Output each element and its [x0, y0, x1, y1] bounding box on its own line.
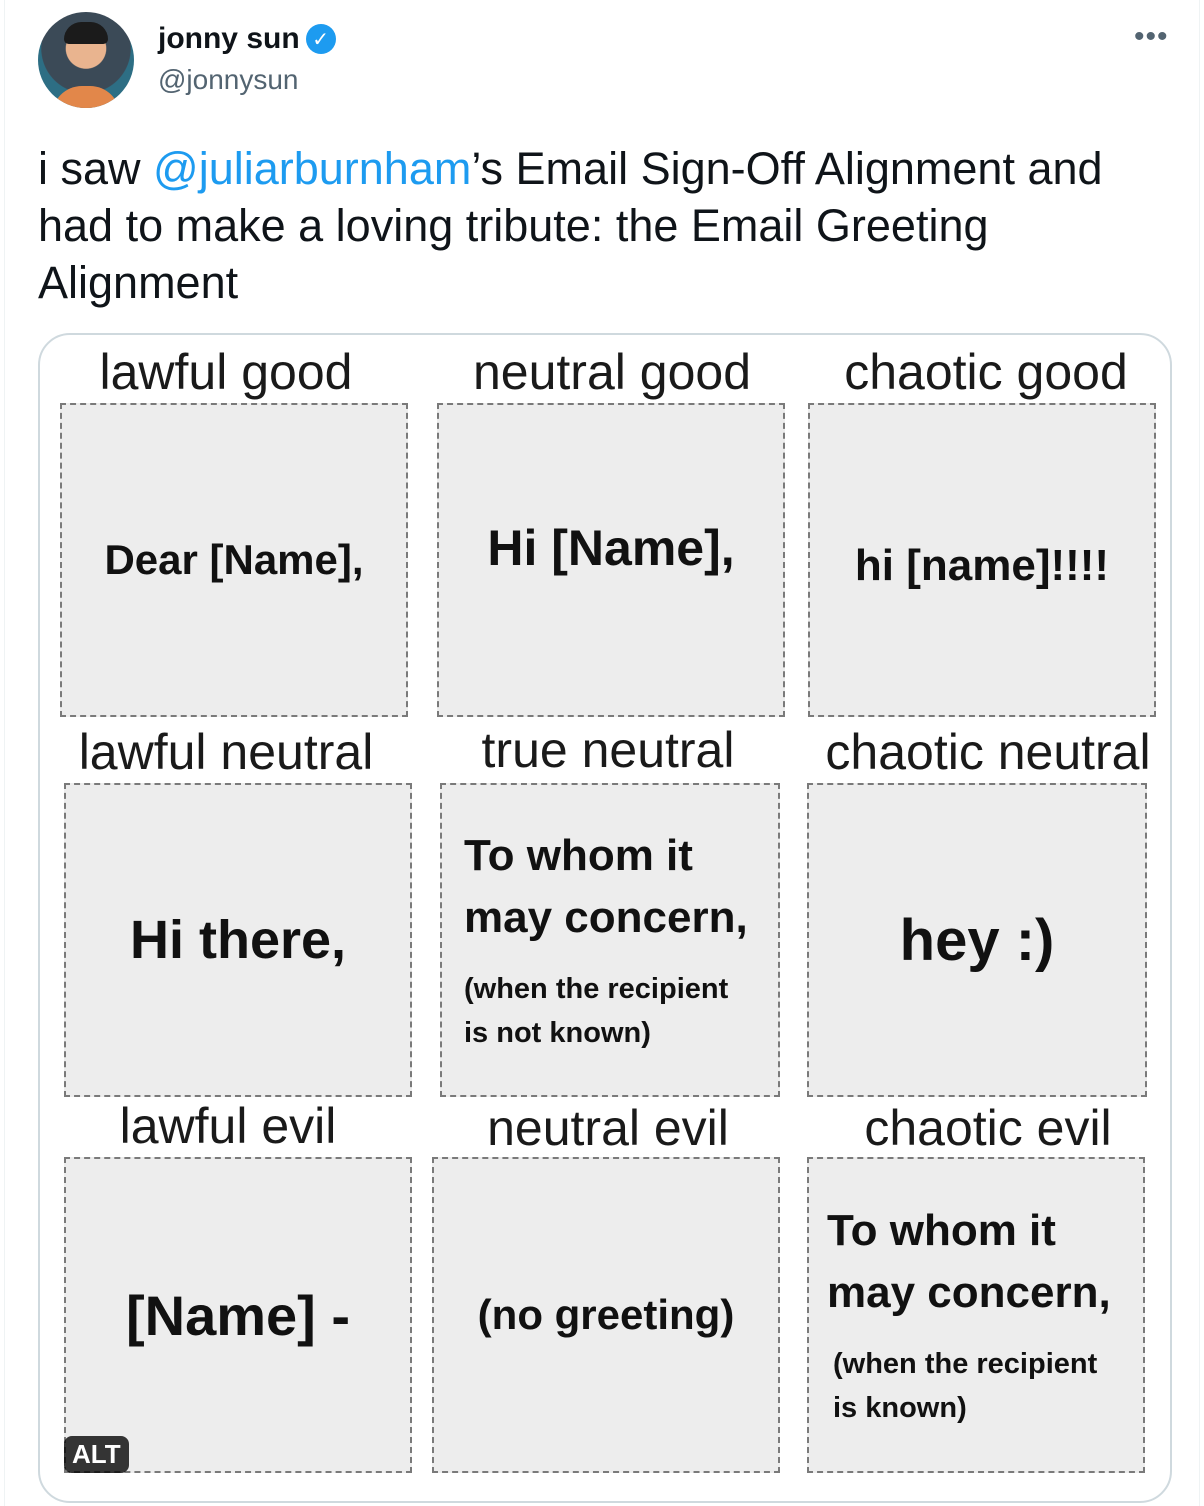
- cell-chaotic-evil-line2: may concern,: [827, 1268, 1111, 1317]
- tweet-text: [38, 140, 1158, 311]
- tweet-media-image[interactable]: [38, 333, 1172, 1503]
- cell-chaotic-evil-line1: To whom it: [827, 1206, 1056, 1255]
- cell-true-neutral-line2: may concern,: [464, 893, 748, 942]
- author-name-row[interactable]: [158, 22, 336, 56]
- cell-true-neutral: [440, 783, 780, 1097]
- label-chaotic-good: chaotic good: [844, 344, 1128, 400]
- cell-chaotic-evil: [807, 1157, 1145, 1473]
- cell-true-neutral-note2: is not known): [464, 1017, 651, 1049]
- cell-lawful-neutral-text: Hi there,: [129, 910, 347, 970]
- avatar-shirt: [52, 86, 120, 108]
- cell-lawful-good: [60, 403, 408, 717]
- cell-chaotic-evil-note1: (when the recipient: [833, 1348, 1098, 1380]
- tweet-text-suffix: ’s Email Sign-Off Alignment and had to make a loving tribute: the Email Greeting Alignment: [38, 143, 1103, 308]
- cell-lawful-evil-text: [Name] -: [125, 1283, 351, 1347]
- label-chaotic-evil: chaotic evil: [864, 1100, 1112, 1156]
- cell-lawful-neutral: [64, 783, 412, 1097]
- cell-neutral-good: [437, 403, 785, 717]
- label-neutral-evil: neutral evil: [487, 1100, 729, 1156]
- avatar-hair: [64, 22, 108, 44]
- cell-chaotic-good-text: hi [name]!!!!: [854, 541, 1110, 590]
- more-options-icon[interactable]: •••: [1134, 20, 1169, 53]
- cell-lawful-good-text: Dear [Name],: [104, 536, 364, 583]
- cell-chaotic-good: [808, 403, 1156, 717]
- avatar[interactable]: [38, 12, 134, 108]
- label-chaotic-neutral: chaotic neutral: [825, 724, 1151, 780]
- author-handle[interactable]: @jonnysun: [158, 64, 299, 95]
- left-border: [4, 0, 5, 1506]
- cell-neutral-evil: [432, 1157, 780, 1473]
- label-lawful-good: lawful good: [99, 344, 353, 400]
- tweet-text-prefix: i saw: [38, 143, 154, 194]
- label-lawful-neutral: lawful neutral: [78, 724, 374, 780]
- right-border: [1199, 0, 1200, 1506]
- mention-link[interactable]: @juliarburnham: [153, 143, 472, 194]
- cell-chaotic-neutral: [807, 783, 1147, 1097]
- cell-true-neutral-line1: To whom it: [464, 831, 693, 880]
- cell-neutral-good-text: Hi [Name],: [487, 520, 735, 576]
- alt-badge[interactable]: ALT: [64, 1436, 129, 1473]
- cell-chaotic-evil-note2: is known): [833, 1392, 967, 1424]
- cell-chaotic-neutral-text: hey :): [899, 907, 1055, 973]
- cell-true-neutral-note1: (when the recipient: [464, 973, 729, 1005]
- verified-badge-icon: ✓: [306, 24, 336, 54]
- author-name[interactable]: jonny sun: [158, 22, 300, 55]
- cell-neutral-evil-text: (no greeting): [477, 1291, 735, 1338]
- label-lawful-evil: lawful evil: [119, 1098, 337, 1154]
- label-true-neutral: true neutral: [481, 722, 735, 778]
- label-neutral-good: neutral good: [472, 344, 752, 400]
- cell-lawful-evil: [64, 1157, 412, 1473]
